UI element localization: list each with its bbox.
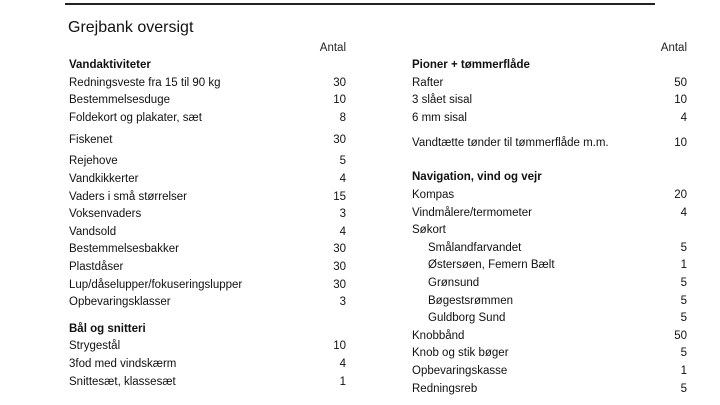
list-item: Grønsund 5	[428, 276, 687, 289]
list-item: Strygestål 10	[69, 340, 346, 353]
list-item: Rafter 50	[412, 76, 687, 89]
left-column	[69, 40, 346, 391]
list-item: Vandkikkerter 4	[69, 172, 346, 185]
list-item: Kompas 20	[412, 188, 687, 201]
list-item: Bøgestsrømmen 5	[428, 294, 687, 307]
list-item: Fiskenet 30	[69, 133, 346, 146]
list-item: Plastdåser 30	[69, 260, 346, 273]
list-item: 3fod med vindskærm 4	[69, 357, 346, 370]
list-item: Guldborg Sund 5	[428, 312, 687, 325]
section-heading-navigation: Navigation, vind og vejr	[412, 171, 542, 184]
list-item: Redningsveste fra 15 til 90 kg 30	[69, 76, 346, 89]
list-item: Opbevaringskasse 1	[412, 364, 687, 377]
list-item: Redningsreb 5	[412, 382, 687, 395]
list-item: Vandtætte tønder til tømmerflåde m.m. 10	[412, 137, 687, 150]
section-heading-baal-og-snitteri: Bål og snitteri	[69, 322, 146, 335]
top-rule	[65, 3, 655, 5]
list-item: Lup/dåselupper/fokuseringslupper 30	[69, 278, 346, 291]
list-item: Knob og stik bøger 5	[412, 347, 687, 360]
list-item: Bestemmelsesbakker 30	[69, 243, 346, 256]
list-item: Rejehove 5	[69, 155, 346, 168]
list-item: Østersøen, Femern Bælt 1	[428, 259, 687, 272]
list-item: Vaders i små størrelser 15	[69, 190, 346, 203]
list-item: Bestemmelsesduge 10	[69, 94, 346, 107]
list-item: Søkort	[412, 224, 446, 237]
list-item: Knobbånd 50	[412, 329, 687, 342]
section-heading-vandaktiviteter: Vandaktiviteter	[69, 59, 151, 71]
list-item: 6 mm sisal 4	[412, 111, 687, 124]
list-item: Vindmålere/termometer 4	[412, 206, 687, 219]
section-heading-pioner: Pioner + tømmerflåde	[412, 59, 530, 71]
list-item: Vandsold 4	[69, 225, 346, 238]
right-column	[412, 40, 687, 398]
list-item: Voksenvaders 3	[69, 208, 346, 221]
list-item: Snittesæt, klassesæt 1	[69, 375, 346, 388]
antal-header-left: Antal	[319, 42, 346, 54]
list-item: 3 slået sisal 10	[412, 94, 687, 107]
document-title: Grejbank oversigt	[68, 19, 194, 36]
list-item: Foldekort og plakater, sæt 8	[69, 111, 346, 124]
list-item: Smålandfarvandet 5	[428, 241, 687, 254]
list-item: Opbevaringsklasser 3	[69, 296, 346, 309]
antal-header-right: Antal	[660, 42, 687, 54]
